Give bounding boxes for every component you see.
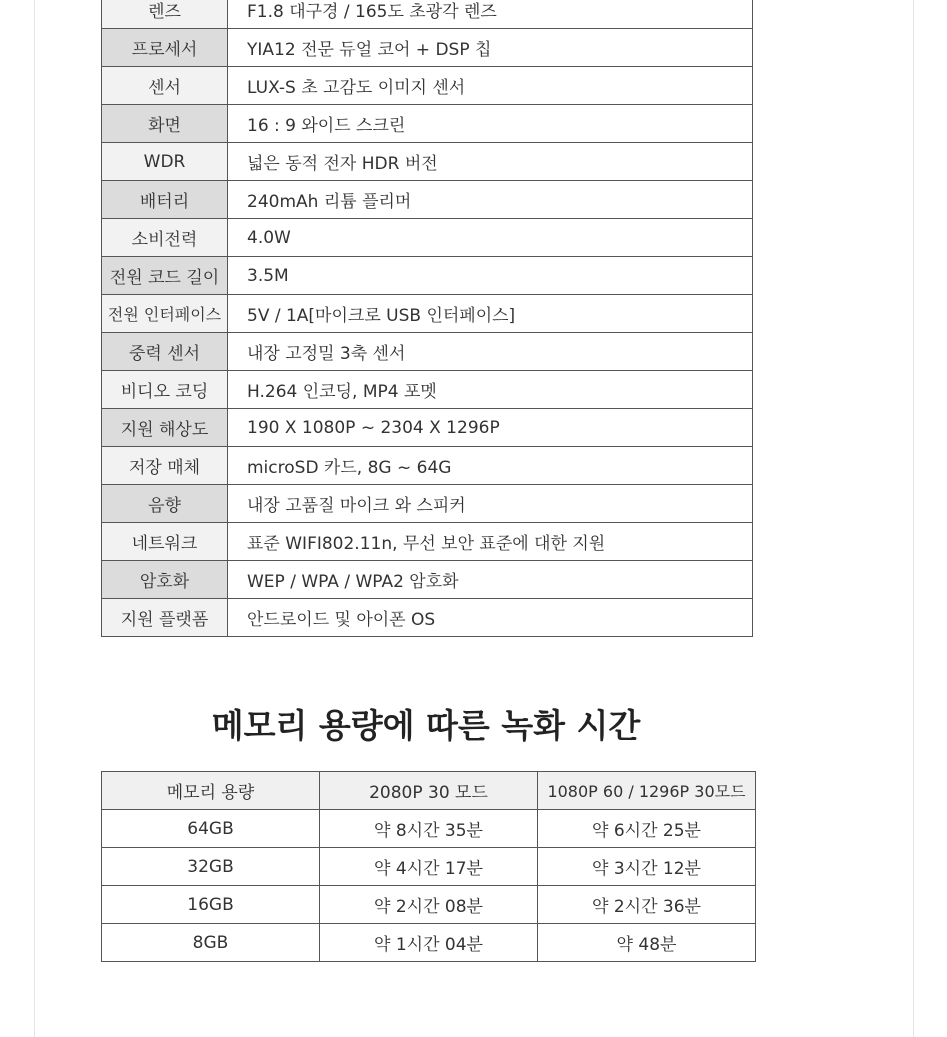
spec-key: 음향 [102, 485, 228, 523]
spec-key: 네트워크 [102, 523, 228, 561]
spec-table [101, 0, 753, 637]
duration-cell: 약 3시간 12분 [538, 848, 756, 886]
recording-time-heading: 메모리 용량에 따른 녹화 시간 [211, 706, 641, 745]
page-border-right [913, 0, 914, 1037]
spec-row-sensor [102, 67, 753, 105]
spec-row-network [102, 523, 753, 561]
spec-value: LUX-S 초 고감도 이미지 센서 [228, 67, 753, 105]
spec-key: 비디오 코딩 [102, 371, 228, 409]
spec-row-audio [102, 485, 753, 523]
spec-row-platform [102, 599, 753, 637]
spec-key: 화면 [102, 105, 228, 143]
spec-row-encryption [102, 561, 753, 599]
duration-cell: 약 2시간 08분 [320, 886, 538, 924]
spec-value: 190 X 1080P ~ 2304 X 1296P [228, 409, 753, 447]
spec-key: WDR [102, 143, 228, 181]
spec-key: 렌즈 [102, 0, 228, 29]
duration-cell: 약 6시간 25분 [538, 810, 756, 848]
duration-cell: 약 2시간 36분 [538, 886, 756, 924]
spec-key: 지원 해상도 [102, 409, 228, 447]
duration-cell: 약 8시간 35분 [320, 810, 538, 848]
spec-value: 내장 고품질 마이크 와 스피커 [228, 485, 753, 523]
spec-row-processor [102, 29, 753, 67]
spec-value: 넓은 동적 전자 HDR 버전 [228, 143, 753, 181]
spec-row-lens [102, 0, 753, 29]
spec-key: 저장 매체 [102, 447, 228, 485]
spec-row-resolution [102, 409, 753, 447]
column-header: 1080P 60 / 1296P 30모드 [538, 772, 756, 810]
duration-cell: 약 1시간 04분 [320, 924, 538, 962]
spec-value: 3.5M [228, 257, 753, 295]
spec-key: 소비전력 [102, 219, 228, 257]
spec-value: WEP / WPA / WPA2 암호화 [228, 561, 753, 599]
memory-capacity-cell: 16GB [102, 886, 320, 924]
table-row [102, 848, 756, 886]
page-border-left [34, 0, 35, 1037]
spec-key: 중력 센서 [102, 333, 228, 371]
memory-capacity-cell: 8GB [102, 924, 320, 962]
spec-key: 배터리 [102, 181, 228, 219]
spec-row-screen [102, 105, 753, 143]
spec-value: 240mAh 리튬 플리머 [228, 181, 753, 219]
table-row [102, 810, 756, 848]
spec-value: 내장 고정밀 3축 센서 [228, 333, 753, 371]
spec-key: 전원 인터페이스 [102, 295, 228, 333]
duration-cell: 약 48분 [538, 924, 756, 962]
spec-row-power-interface [102, 295, 753, 333]
spec-key: 암호화 [102, 561, 228, 599]
spec-value: F1.8 대구경 / 165도 초광각 렌즈 [228, 0, 753, 29]
spec-value: 5V / 1A[마이크로 USB 인터페이스] [228, 295, 753, 333]
spec-value: 4.0W [228, 219, 753, 257]
spec-key: 센서 [102, 67, 228, 105]
table-row [102, 886, 756, 924]
spec-value: 안드로이드 및 아이폰 OS [228, 599, 753, 637]
memory-capacity-cell: 64GB [102, 810, 320, 848]
table-header-row [102, 772, 756, 810]
column-header: 메모리 용량 [102, 772, 320, 810]
spec-key: 지원 플랫폼 [102, 599, 228, 637]
recording-time-table [101, 771, 756, 962]
duration-cell: 약 4시간 17분 [320, 848, 538, 886]
spec-value: YIA12 전문 듀얼 코어 + DSP 칩 [228, 29, 753, 67]
spec-row-wdr [102, 143, 753, 181]
spec-row-battery [102, 181, 753, 219]
spec-value: H.264 인코딩, MP4 포멧 [228, 371, 753, 409]
spec-key: 프로세서 [102, 29, 228, 67]
spec-row-video-coding [102, 371, 753, 409]
spec-value: microSD 카드, 8G ~ 64G [228, 447, 753, 485]
spec-value: 16 : 9 와이드 스크린 [228, 105, 753, 143]
spec-row-power-consumption [102, 219, 753, 257]
spec-row-storage [102, 447, 753, 485]
spec-row-gravity-sensor [102, 333, 753, 371]
spec-row-cord-length [102, 257, 753, 295]
column-header: 2080P 30 모드 [320, 772, 538, 810]
memory-capacity-cell: 32GB [102, 848, 320, 886]
table-row [102, 924, 756, 962]
spec-value: 표준 WIFI802.11n, 무선 보안 표준에 대한 지원 [228, 523, 753, 561]
spec-key: 전원 코드 길이 [102, 257, 228, 295]
